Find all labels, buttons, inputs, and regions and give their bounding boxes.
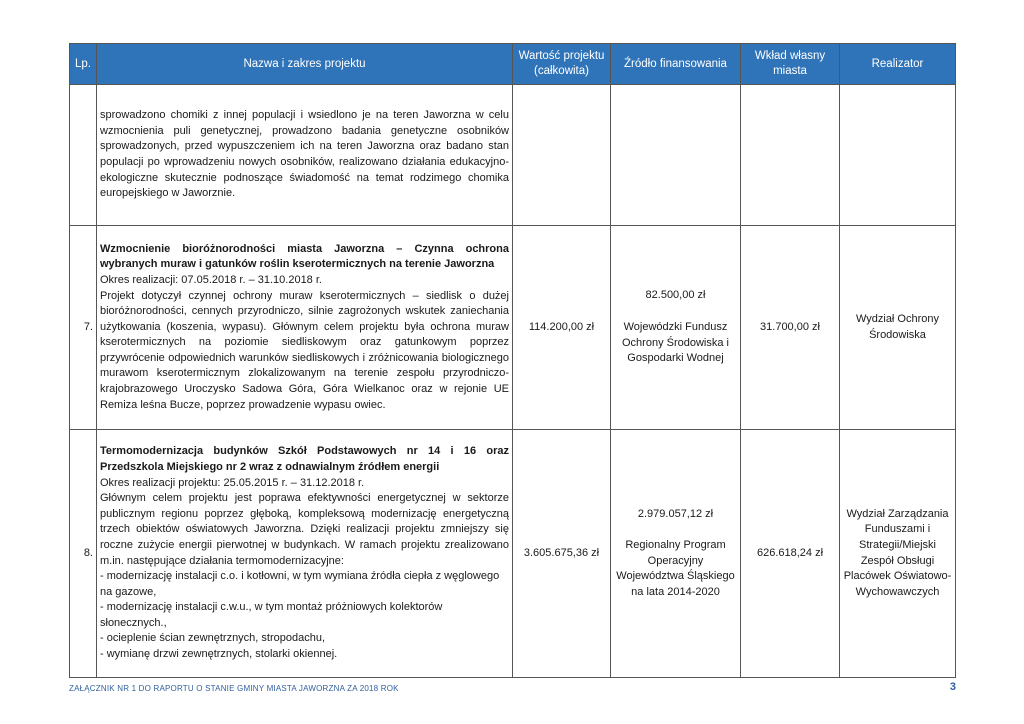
row7-lp: 7. [70,226,97,430]
table-row-7 [70,226,956,430]
header-executor: Realizator [840,44,956,85]
row8-description [97,430,513,678]
row8-lp: 8. [70,430,97,678]
continuation-text: sprowadzono chomiki z innej populacji i wsiedlono je na teren Jaworzna w celu wzmocnienia puli genetycznej, prowadzono badania genetyczne osobników sprowadzonych, przed wypuszczeniem ich na teren Jaworzna oraz badano stan populacji po wprowadzeniu nowych osobników, realizowano działania edukacyjno-ekologiczne skutecznie podnoszące świadomość na temat rodzimego chomika europejskiego w Jaworznie. [100,109,509,200]
row8-item: - wymianę drzwi zewnętrznych, stolarki okiennej. [100,648,338,661]
projects-table [69,43,956,678]
row8-source [611,430,741,678]
header-lp: Lp. [70,44,97,85]
row7-source-amount: 82.500,00 zł [645,289,706,302]
continuation-executor [840,85,956,226]
continuation-description [97,85,513,226]
row7-source [611,226,741,430]
row7-title: Wzmocnienie bioróżnorodności miasta Jaworzna – Czynna ochrona wybranych muraw i gatunków roślin kserotermicznych na terenie Jaworzna [100,242,509,271]
row8-executor: Wydział Zarządzania Funduszami i Strategii/Miejski Zespół Obsługi Placówek Oświatowo-Wychowawczych [840,430,956,678]
row8-item: - ocieplenie ścian zewnętrznych, stropodachu, [100,632,326,645]
row7-description [97,226,513,430]
row8-item: - modernizację instalacji c.o. i kotłowni, w tym wymiana źródła ciepła z węglowego na gazowe, [100,570,500,598]
row7-value: 114.200,00 zł [513,226,611,430]
row8-own: 626.618,24 zł [741,430,840,678]
row7-own: 31.700,00 zł [741,226,840,430]
row8-value: 3.605.675,36 zł [513,430,611,678]
row8-title: Termomodernizacja budynków Szkół Podstawowych nr 14 i 16 oraz Przedszkola Miejskiego nr 2 wraz z odnawialnym źródłem energii [100,445,509,473]
continuation-own [741,85,840,226]
row8-body: Głównym celem projektu jest poprawa efektywności energetycznej w sektorze publicznym regionu poprzez głęboką, kompleksową modernizację energetyczną trzech obiektów oświatowych Jaworzna. Dzięki realizacji projektu zmniejszy się roczne zużycie energii pierwotnej w budynkach. W ramach projektu zrealizowano m.in. następujące działania termomodernizacyjne: [100,492,509,567]
header-source: Źródło finansowania [611,44,741,85]
page-number: 3 [949,681,956,693]
continuation-source [611,85,741,226]
row7-source-name: Wojewódzki Fundusz Ochrony Środowiska i Gospodarki Wodnej [622,320,729,365]
header-value: Wartość projektu (całkowita) [513,44,611,85]
row8-period: Okres realizacji projektu: 25.05.2015 r. – 31.12.2018 r. [100,476,365,489]
table-row-8 [70,430,956,678]
row8-source-name: Regionalny Program Operacyjny Województwa Śląskiego na lata 2014-2020 [616,539,735,598]
header-own: Wkład własny miasta [741,44,840,85]
row7-period: Okres realizacji: 07.05.2018 r. – 31.10.2018 r. [100,273,322,286]
header-name: Nazwa i zakres projektu [97,44,513,85]
table-header-row [70,44,956,85]
continuation-value [513,85,611,226]
row8-source-amount: 2.979.057,12 zł [637,507,714,520]
row7-executor: Wydział Ochrony Środowiska [840,226,956,430]
row7-body: Projekt dotyczył czynnej ochrony muraw kserotermicznych – siedlisk o dużej bioróżnorodności, cennych przyrodniczo, silnie zagrożonych wskutek zaniechania użytkowania (koszenia, wypasu). Głównym celem projektu była ochrona muraw kserotermicznych na poziomie siedliskowym oraz gatunkowym poprzez przywrócenie odpowiednich warunków siedliskowych i zróżnicowania biologicznego murawom kserotermicznym zlokalizowanym na terenie zespołu przyrodniczo-krajobrazowego Uroczysko Sadowa Góra, Góra Wielkanoc oraz w rejonie UE Remiza leśna Bucze, poprzez prowadzenie wypasu owiec. [100,289,509,411]
row8-item: - modernizację instalacji c.w.u., w tym montaż próżniowych kolektorów słonecznych., [100,601,443,629]
page-footer: ZAŁĄCZNIK NR 1 DO RAPORTU O STANIE GMINY MIASTA JAWORZNA ZA 2018 ROK [69,684,399,693]
table-row-continuation [70,85,956,226]
continuation-lp [70,85,97,226]
